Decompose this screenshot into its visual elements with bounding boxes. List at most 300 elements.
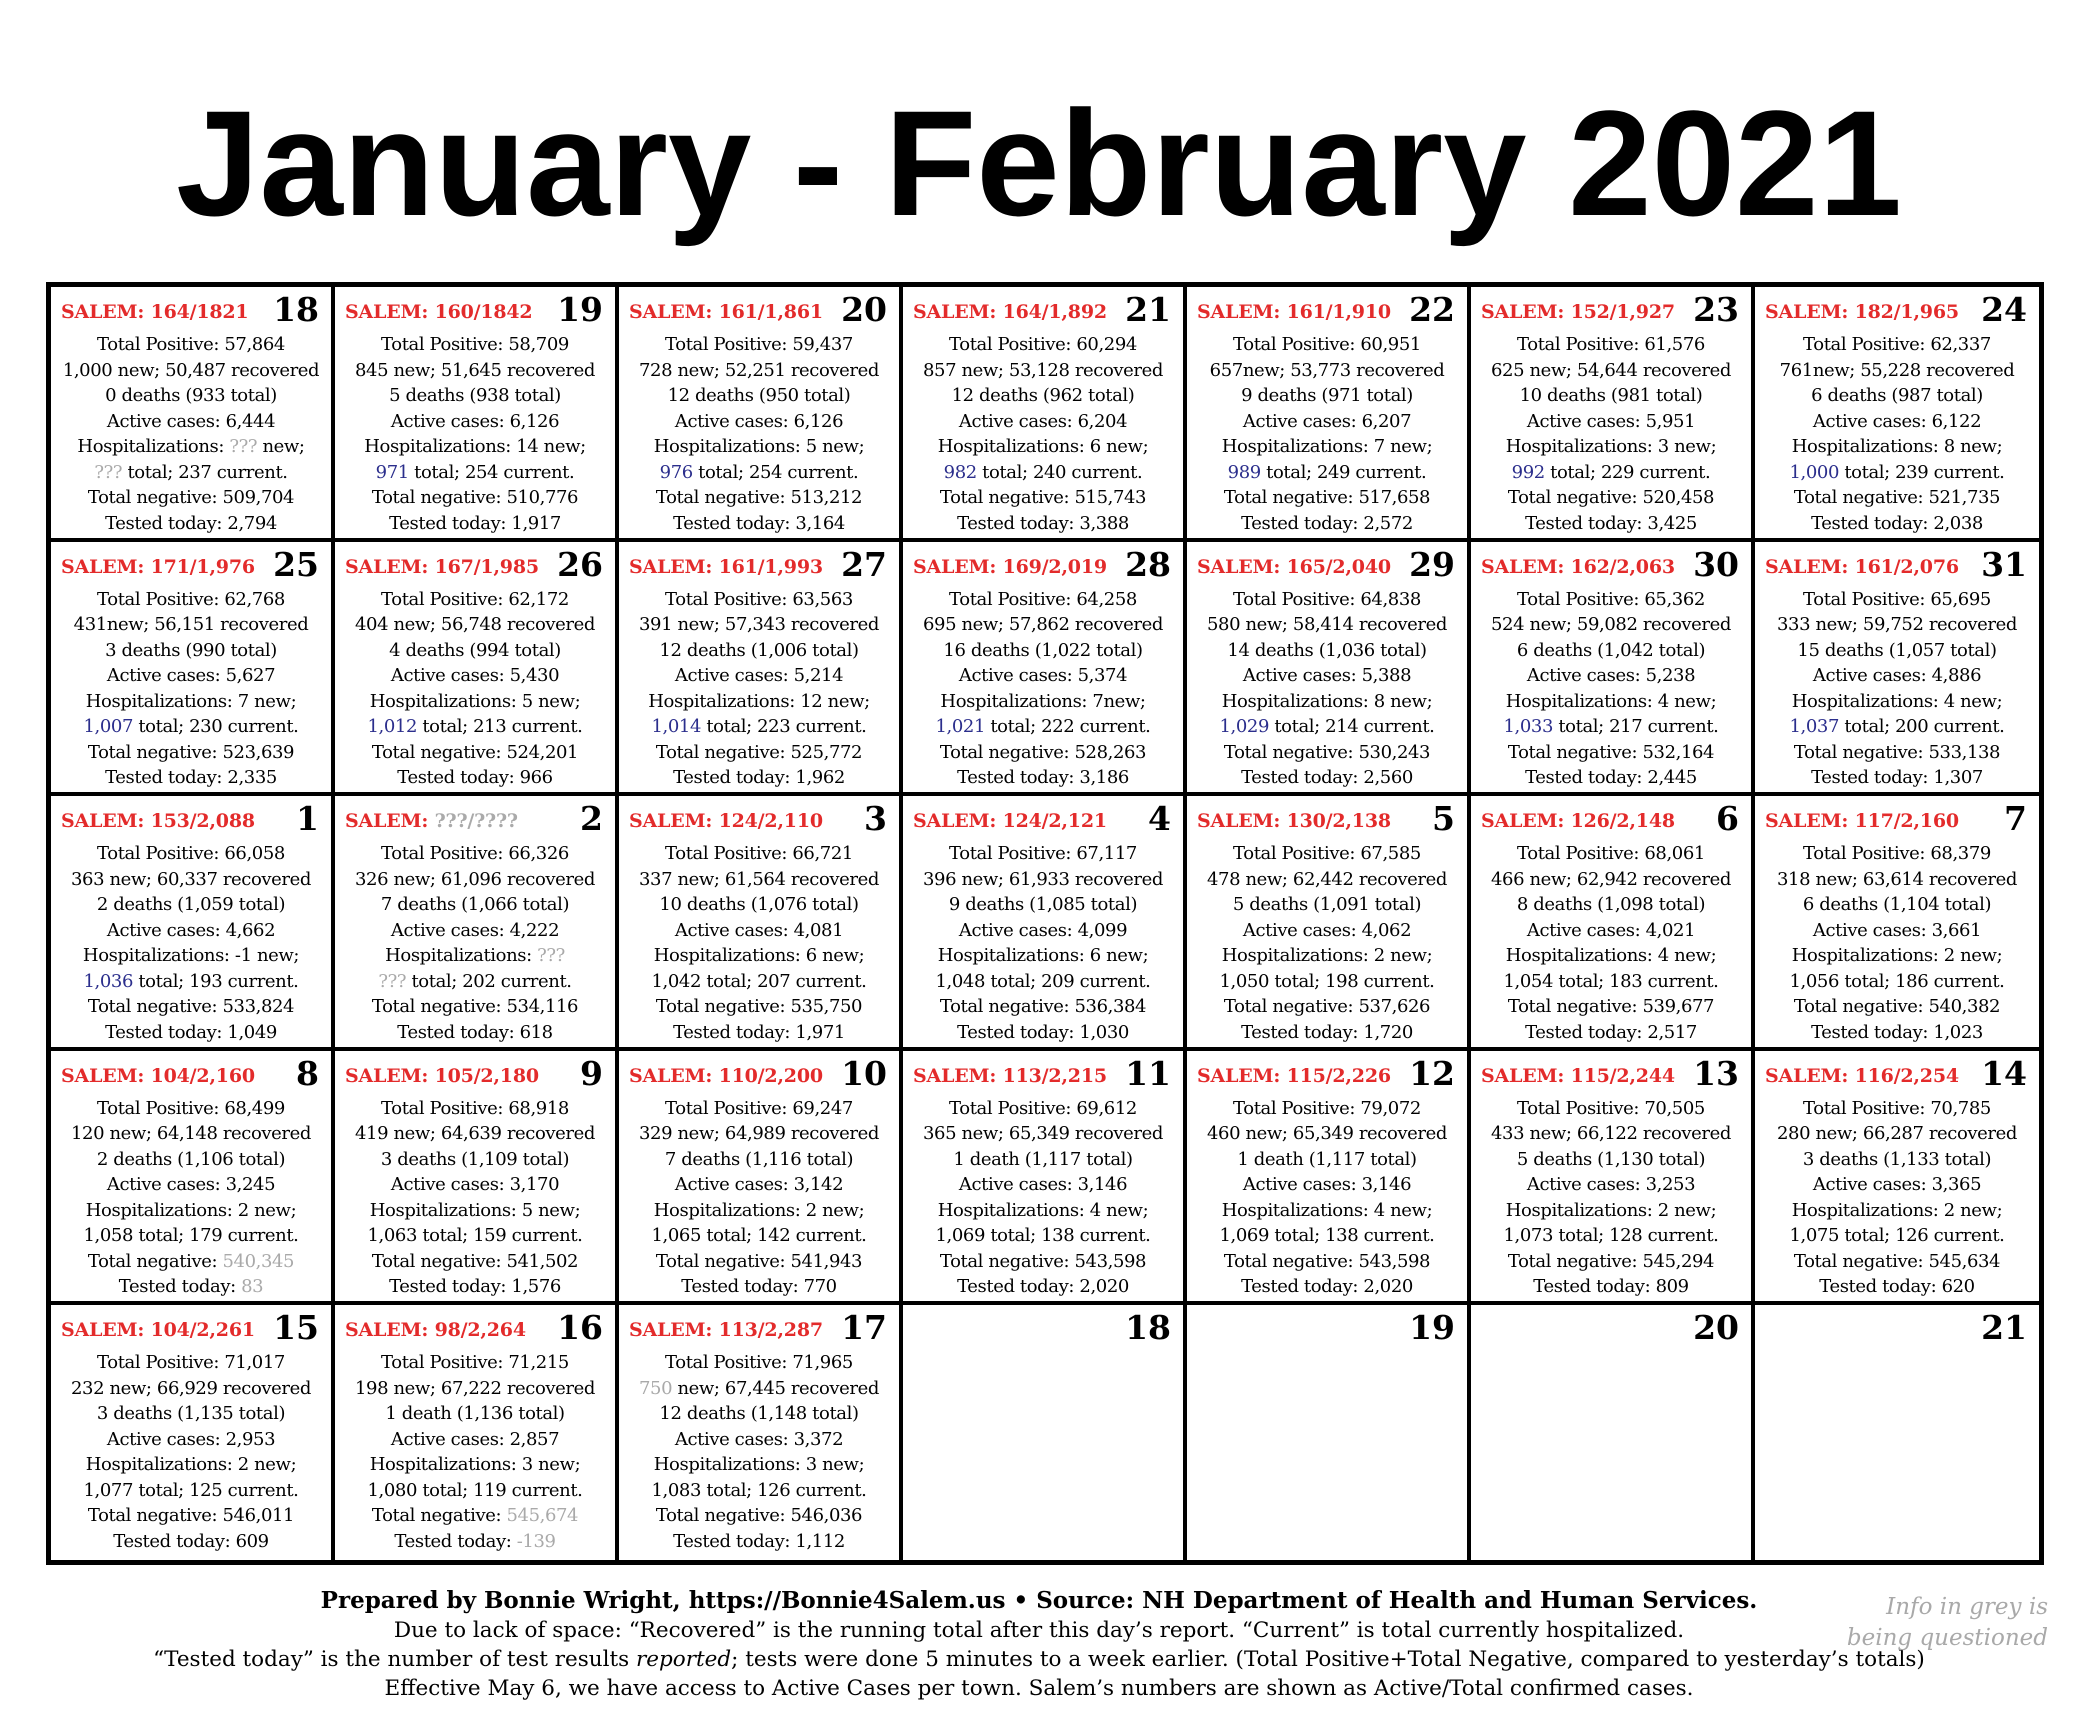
new-recovered — [1471, 1121, 1751, 1147]
hosp-label: Hospitalizations: 4 new; — [1505, 945, 1717, 967]
day-number: 30 — [1693, 544, 1739, 584]
new-recovered-text: 625 new; 54,644 recovered — [1491, 359, 1731, 381]
day-stats — [51, 841, 331, 1045]
active-cases — [619, 1427, 899, 1453]
hospital-total — [619, 1223, 899, 1249]
tested-today — [903, 1020, 1183, 1046]
tested-value: 2,038 — [1933, 512, 1983, 534]
day-stats — [619, 332, 899, 536]
hosp-total-plain: 1,042 — [651, 970, 702, 992]
day-stats — [1471, 841, 1751, 1045]
hosp-total-value: 1,012 — [367, 716, 418, 738]
negative-label: Total negative: — [655, 741, 791, 763]
total-negative — [51, 1249, 331, 1275]
hospitalizations — [619, 434, 899, 460]
total-positive — [903, 587, 1183, 613]
day-cell — [335, 287, 619, 542]
active-cases-text: Active cases: 3,372 — [674, 1428, 844, 1450]
active-cases-text: Active cases: 6,126 — [390, 410, 560, 432]
calendar-grid — [46, 282, 2044, 1565]
new-recovered-text: 431new; 56,151 recovered — [73, 614, 309, 636]
hosp-label: Hospitalizations: 12 new; — [648, 690, 870, 712]
hospitalizations — [1471, 689, 1751, 715]
footer-tested-a: “Tested today” is the number of test results — [153, 1647, 637, 1672]
day-cell — [1471, 1305, 1755, 1560]
salem-count — [629, 810, 823, 832]
day-stats — [51, 1096, 331, 1300]
hospitalizations — [903, 1198, 1183, 1224]
hospital-total — [335, 969, 615, 995]
tested-label: Tested today: — [105, 1021, 228, 1043]
negative-value: 533,824 — [222, 996, 295, 1018]
active-cases-text: Active cases: 3,142 — [674, 1174, 844, 1196]
active-cases-text: Active cases: 4,886 — [1812, 665, 1982, 687]
deaths-text: 9 deaths (971 total) — [1241, 385, 1413, 406]
active-cases-text: Active cases: 3,170 — [390, 1174, 560, 1196]
hospitalizations — [903, 434, 1183, 460]
hosp-label: Hospitalizations: 8 new; — [1791, 436, 2003, 457]
hosp-current: total; 142 current. — [701, 1225, 867, 1247]
negative-label: Total negative: — [1223, 741, 1359, 763]
hosp-label: Hospitalizations: 7new; — [940, 690, 1146, 712]
active-cases-text: Active cases: 3,661 — [1812, 919, 1982, 941]
negative-label: Total negative: — [939, 996, 1075, 1018]
new-recovered — [1471, 612, 1751, 638]
total-negative — [335, 485, 615, 511]
day-stats — [51, 1350, 331, 1554]
tested-label: Tested today: — [105, 512, 228, 534]
day-stats — [335, 1096, 615, 1300]
active-cases-text: Active cases: 4,062 — [1242, 919, 1412, 941]
day-cell — [1755, 796, 2039, 1051]
total-negative — [1755, 485, 2039, 511]
tested-value: 620 — [1941, 1276, 1975, 1298]
day-number: 8 — [296, 1053, 319, 1093]
grey-note-line1: Info in grey is — [1886, 1594, 2048, 1620]
hospitalizations — [335, 1198, 615, 1224]
negative-value: 530,243 — [1358, 741, 1431, 763]
new-recovered — [903, 358, 1183, 384]
negative-label: Total negative: — [1793, 996, 1929, 1018]
negative-label: Total negative: — [1793, 741, 1929, 763]
day-cell — [1471, 796, 1755, 1051]
negative-label: Total negative: — [1507, 487, 1643, 508]
salem-text: SALEM: 153/2,088 — [61, 810, 255, 833]
total-positive — [903, 841, 1183, 867]
active-cases-text: Active cases: 2,857 — [390, 1428, 560, 1450]
total-positive — [335, 1096, 615, 1122]
day-number: 24 — [1981, 290, 2027, 329]
new-recovered — [619, 1121, 899, 1147]
deaths-text: 7 deaths (1,116 total) — [664, 1148, 854, 1170]
hosp-label: Hospitalizations: 6 new; — [653, 945, 865, 967]
hosp-label: Hospitalizations: 5 new; — [369, 690, 581, 712]
salem-text: SALEM: 162/2,063 — [1481, 555, 1675, 578]
active-cases — [1471, 1172, 1751, 1198]
hosp-label: Hospitalizations: -1 new; — [82, 945, 300, 967]
total-positive-text: Total Positive: 66,058 — [97, 843, 285, 865]
active-cases — [51, 409, 331, 435]
active-cases-text: Active cases: 5,374 — [958, 665, 1128, 687]
page-title: January - February 2021 — [176, 79, 1902, 247]
negative-value: 534,116 — [506, 996, 579, 1018]
hospital-total — [1187, 969, 1467, 995]
active-cases-text: Active cases: 6,444 — [106, 410, 276, 432]
total-negative — [1471, 485, 1751, 511]
day-stats — [1187, 841, 1467, 1045]
negative-label: Total negative: — [1223, 487, 1359, 508]
negative-label: Total negative: — [655, 996, 791, 1018]
hosp-current: total; 183 current. — [1553, 970, 1719, 992]
new-recovered-text: 365 new; 65,349 recovered — [923, 1123, 1163, 1145]
negative-value: 525,772 — [790, 741, 863, 763]
total-positive — [903, 1096, 1183, 1122]
new-recovered-text: 657new; 53,773 recovered — [1209, 359, 1445, 381]
deaths-text: 10 deaths (1,076 total) — [659, 894, 859, 916]
day-cell — [1187, 542, 1471, 797]
hosp-value: ??? — [537, 945, 565, 967]
deaths — [1187, 1147, 1467, 1173]
day-cell — [335, 1051, 619, 1306]
deaths-text: 16 deaths (1,022 total) — [943, 639, 1143, 661]
active-cases — [1471, 663, 1751, 689]
hosp-label: Hospitalizations: 5 new; — [653, 436, 865, 457]
negative-label: Total negative: — [1507, 741, 1643, 763]
day-number: 29 — [1409, 544, 1455, 584]
total-positive-text: Total Positive: 62,172 — [381, 588, 569, 610]
new-recovered — [1755, 358, 2039, 384]
active-cases — [619, 918, 899, 944]
negative-label: Total negative: — [939, 741, 1075, 763]
salem-count — [629, 1319, 823, 1341]
total-negative — [903, 994, 1183, 1020]
tested-today — [335, 1020, 615, 1046]
tested-today — [903, 765, 1183, 791]
active-cases — [1187, 918, 1467, 944]
new-recovered-text: 695 new; 57,862 recovered — [923, 614, 1163, 636]
day-number: 19 — [557, 290, 603, 329]
deaths — [903, 1147, 1183, 1173]
active-cases-text: Active cases: 4,021 — [1526, 919, 1696, 941]
deaths — [51, 383, 331, 409]
total-positive-text: Total Positive: 70,505 — [1517, 1097, 1705, 1119]
total-negative — [1755, 994, 2039, 1020]
deaths-text: 3 deaths (1,109 total) — [380, 1148, 570, 1170]
new-recovered-text: 318 new; 63,614 recovered — [1777, 868, 2017, 890]
total-positive — [1471, 587, 1751, 613]
hosp-current: total; 119 current. — [417, 1479, 583, 1501]
tested-value: 618 — [519, 1021, 553, 1043]
new-recovered — [335, 1376, 615, 1402]
hospitalizations — [619, 1198, 899, 1224]
hosp-label: Hospitalizations: 2 new; — [1505, 1199, 1717, 1221]
active-cases-text: Active cases: 3,146 — [958, 1174, 1128, 1196]
new-recovered — [619, 1376, 899, 1402]
salem-text: SALEM: 169/2,019 — [913, 555, 1107, 578]
new-recovered-text: 232 new; 66,929 recovered — [71, 1377, 311, 1399]
hospitalizations — [1755, 689, 2039, 715]
hosp-label: Hospitalizations: 3 new; — [369, 1454, 581, 1476]
tested-today — [1471, 1020, 1751, 1046]
salem-text: SALEM: 115/2,244 — [1481, 1064, 1675, 1087]
hosp-total-value: 992 — [1511, 461, 1545, 483]
tested-today — [619, 1274, 899, 1300]
hospitalizations — [335, 434, 615, 460]
tested-label: Tested today: — [673, 767, 796, 789]
tested-value: -139 — [516, 1530, 556, 1552]
hospital-total — [1755, 714, 2039, 740]
new-recovered-text: 363 new; 60,337 recovered — [71, 868, 311, 890]
deaths-text: 2 deaths (1,059 total) — [96, 894, 286, 916]
day-stats — [1471, 1096, 1751, 1300]
hospitalizations — [51, 943, 331, 969]
day-stats — [903, 1096, 1183, 1300]
deaths — [1755, 1147, 2039, 1173]
tested-today — [1755, 1274, 2039, 1300]
deaths — [1187, 638, 1467, 664]
total-negative — [51, 1503, 331, 1529]
negative-value: 546,036 — [790, 1505, 863, 1527]
hosp-total-plain: 1,083 — [651, 1479, 702, 1501]
hospital-total — [335, 1478, 615, 1504]
salem-text: SALEM: 113/2,215 — [913, 1064, 1107, 1087]
hosp-label: Hospitalizations: 2 new; — [85, 1199, 297, 1221]
salem-count — [1197, 301, 1391, 323]
total-positive-text: Total Positive: 61,576 — [1517, 334, 1705, 355]
total-negative — [619, 740, 899, 766]
active-cases-text: Active cases: 6,126 — [674, 410, 844, 432]
total-negative — [903, 1249, 1183, 1275]
hosp-label: Hospitalizations: — [77, 436, 230, 457]
hosp-label: Hospitalizations: 2 new; — [1791, 1199, 2003, 1221]
active-cases-text: Active cases: 4,222 — [390, 919, 560, 941]
footer-credit: Prepared by Bonnie Wright, https://Bonnie4Salem.us • Source: NH Department of Health and Human Services. — [320, 1587, 1758, 1614]
deaths — [1471, 383, 1751, 409]
day-cell — [1755, 287, 2039, 542]
grey-info-note — [1778, 1592, 2048, 1654]
hosp-current: total; 126 current. — [1839, 1225, 2005, 1247]
deaths-text: 3 deaths (990 total) — [105, 639, 277, 661]
hosp-total-plain: 1,069 — [935, 1225, 986, 1247]
day-cell — [619, 1051, 903, 1306]
salem-count — [1481, 556, 1675, 578]
hospitalizations — [619, 1452, 899, 1478]
hospital-total — [1471, 1223, 1751, 1249]
hosp-current: total; 193 current. — [133, 970, 299, 992]
total-positive-text: Total Positive: 79,072 — [1233, 1097, 1421, 1119]
deaths — [1187, 383, 1467, 409]
tested-label: Tested today: — [957, 512, 1080, 534]
hosp-label: Hospitalizations: 7 new; — [1221, 436, 1433, 457]
tested-label: Tested today: — [1525, 1021, 1648, 1043]
hospitalizations — [1471, 943, 1751, 969]
active-cases-text: Active cases: 2,953 — [106, 1428, 276, 1450]
tested-label: Tested today: — [113, 1530, 236, 1552]
hosp-current: total; 186 current. — [1839, 970, 2005, 992]
hosp-current: total; 249 current. — [1260, 461, 1427, 483]
day-stats — [903, 587, 1183, 791]
hosp-total-plain: 1,077 — [83, 1479, 134, 1501]
tested-label: Tested today: — [957, 1276, 1080, 1298]
hospital-total — [1187, 1223, 1467, 1249]
active-cases — [335, 409, 615, 435]
negative-value: 545,634 — [1928, 1250, 2001, 1272]
new-recovered — [619, 867, 899, 893]
hosp-total-plain: 1,063 — [367, 1225, 418, 1247]
deaths-text: 0 deaths (933 total) — [105, 385, 277, 406]
salem-count — [913, 1065, 1107, 1087]
hospital-total — [51, 460, 331, 486]
hosp-total-value: 971 — [375, 461, 409, 483]
footer-recovered-note: Due to lack of space: “Recovered” is the running total after this day’s report. “Current” is total currently hospitalized. — [393, 1618, 1685, 1643]
negative-value: 540,382 — [1928, 996, 2001, 1018]
deaths — [51, 892, 331, 918]
negative-value: 545,674 — [506, 1505, 579, 1527]
salem-text: SALEM: 161/1,910 — [1197, 301, 1391, 323]
active-cases — [335, 663, 615, 689]
hosp-total-plain: 1,056 — [1789, 970, 1840, 992]
tested-value: 2,572 — [1363, 512, 1413, 534]
tested-today — [335, 765, 615, 791]
active-cases-text: Active cases: 6,204 — [958, 410, 1128, 432]
deaths — [903, 638, 1183, 664]
hosp-total-plain: 1,048 — [935, 970, 986, 992]
footer-tested-c: ; tests were done 5 minutes to a week earlier. (Total Positive+Total Negative, compared to yesterday’s totals) — [731, 1647, 1925, 1672]
hosp-current: total; 159 current. — [417, 1225, 583, 1247]
deaths-text: 5 deaths (1,091 total) — [1232, 894, 1422, 916]
total-positive-text: Total Positive: 70,785 — [1803, 1097, 1991, 1119]
day-cell — [1187, 796, 1471, 1051]
tested-today — [1471, 1274, 1751, 1300]
active-cases-text: Active cases: 5,430 — [390, 665, 560, 687]
total-positive-text: Total Positive: 59,437 — [665, 334, 853, 355]
new-recovered — [335, 358, 615, 384]
day-stats — [619, 1096, 899, 1300]
negative-value: 535,750 — [790, 996, 863, 1018]
hospitalizations — [1755, 434, 2039, 460]
deaths-text: 12 deaths (1,006 total) — [659, 639, 859, 661]
negative-value: 524,201 — [506, 741, 579, 763]
salem-count — [1481, 1065, 1675, 1087]
total-negative — [619, 994, 899, 1020]
deaths — [619, 638, 899, 664]
hospitalizations — [903, 943, 1183, 969]
day-number: 13 — [1693, 1053, 1739, 1093]
deaths-text: 9 deaths (1,085 total) — [948, 894, 1138, 916]
hosp-label: Hospitalizations: 4 new; — [1221, 1199, 1433, 1221]
total-positive-text: Total Positive: 60,951 — [1233, 334, 1421, 355]
hosp-current: total; 202 current. — [406, 970, 572, 992]
hospitalizations — [335, 1452, 615, 1478]
new-recovered-text: 728 new; 52,251 recovered — [639, 359, 879, 381]
hosp-current: total; 223 current. — [701, 716, 867, 738]
day-cell — [335, 1305, 619, 1560]
total-positive — [51, 1096, 331, 1122]
total-negative — [1471, 994, 1751, 1020]
tested-today — [51, 1529, 331, 1555]
tested-value: 770 — [803, 1276, 837, 1298]
day-number: 18 — [1125, 1308, 1171, 1348]
hosp-label: Hospitalizations: 6 new; — [937, 436, 1149, 457]
day-cell — [619, 1305, 903, 1560]
day-number: 18 — [273, 290, 319, 329]
hosp-total-plain: 1,069 — [1219, 1225, 1270, 1247]
total-positive — [51, 587, 331, 613]
hosp-current: total; 254 current. — [408, 461, 575, 483]
day-number: 9 — [580, 1053, 603, 1093]
tested-today — [1187, 765, 1467, 791]
negative-label: Total negative: — [371, 1505, 507, 1527]
negative-value: 523,639 — [222, 741, 295, 763]
hospitalizations — [1471, 1198, 1751, 1224]
tested-value: 1,720 — [1363, 1021, 1413, 1043]
negative-value: 541,943 — [790, 1250, 863, 1272]
new-recovered — [1187, 1121, 1467, 1147]
total-positive-text: Total Positive: 65,695 — [1803, 588, 1991, 610]
active-cases-text: Active cases: 3,365 — [1812, 1174, 1982, 1196]
negative-label: Total negative: — [87, 1250, 223, 1272]
hosp-current: total; 207 current. — [701, 970, 867, 992]
negative-value: 521,735 — [1928, 487, 2001, 508]
salem-count — [913, 301, 1107, 323]
tested-today — [619, 765, 899, 791]
deaths-text: 6 deaths (1,104 total) — [1802, 894, 1992, 916]
salem-text: SALEM: 104/2,261 — [61, 1319, 255, 1342]
day-cell — [51, 542, 335, 797]
hosp-value: ??? — [229, 436, 258, 457]
total-positive-text: Total Positive: 71,017 — [97, 1352, 285, 1374]
footer-active-note: Effective May 6, we have access to Active Cases per town. Salem’s numbers are shown as Active/Total confirmed cases. — [384, 1676, 1694, 1701]
total-positive — [619, 841, 899, 867]
salem-text: SALEM: 161/2,076 — [1765, 555, 1959, 578]
new-recovered — [619, 358, 899, 384]
day-number: 19 — [1409, 1308, 1455, 1348]
day-number: 25 — [273, 544, 319, 584]
day-cell — [51, 1305, 335, 1560]
day-cell — [1471, 1051, 1755, 1306]
new-recovered-text: 433 new; 66,122 recovered — [1491, 1123, 1731, 1145]
active-cases — [903, 409, 1183, 435]
grey-note-line2: being questioned — [1846, 1625, 2048, 1651]
deaths — [1471, 638, 1751, 664]
negative-label: Total negative: — [1507, 996, 1643, 1018]
new-recovered — [903, 867, 1183, 893]
tested-today — [619, 1020, 899, 1046]
active-cases — [335, 918, 615, 944]
negative-value: 510,776 — [506, 487, 579, 508]
salem-count — [1481, 810, 1675, 832]
day-number: 21 — [1981, 1308, 2027, 1348]
salem-text: SALEM: 124/2,110 — [629, 810, 823, 833]
salem-text: SALEM: 116/2,254 — [1765, 1064, 1959, 1087]
tested-today — [1471, 765, 1751, 791]
new-recovered-text: 333 new; 59,752 recovered — [1777, 614, 2017, 636]
hospital-total — [335, 460, 615, 486]
new-recovered — [1755, 612, 2039, 638]
hosp-total-value: 1,021 — [935, 716, 986, 738]
day-number: 14 — [1981, 1053, 2027, 1093]
total-positive-text: Total Positive: 60,294 — [949, 334, 1137, 355]
negative-value: 543,598 — [1074, 1250, 1147, 1272]
hosp-total-value: 1,000 — [1789, 461, 1840, 483]
negative-value: 533,138 — [1928, 741, 2001, 763]
new-recovered-text: 761new; 55,228 recovered — [1779, 359, 2015, 381]
negative-value: 537,626 — [1358, 996, 1431, 1018]
hosp-label: Hospitalizations: 2 new; — [85, 1454, 297, 1476]
tested-value: 1,307 — [1933, 767, 1983, 789]
hosp-current: total; 214 current. — [1269, 716, 1435, 738]
total-positive-text: Total Positive: 65,362 — [1517, 588, 1705, 610]
